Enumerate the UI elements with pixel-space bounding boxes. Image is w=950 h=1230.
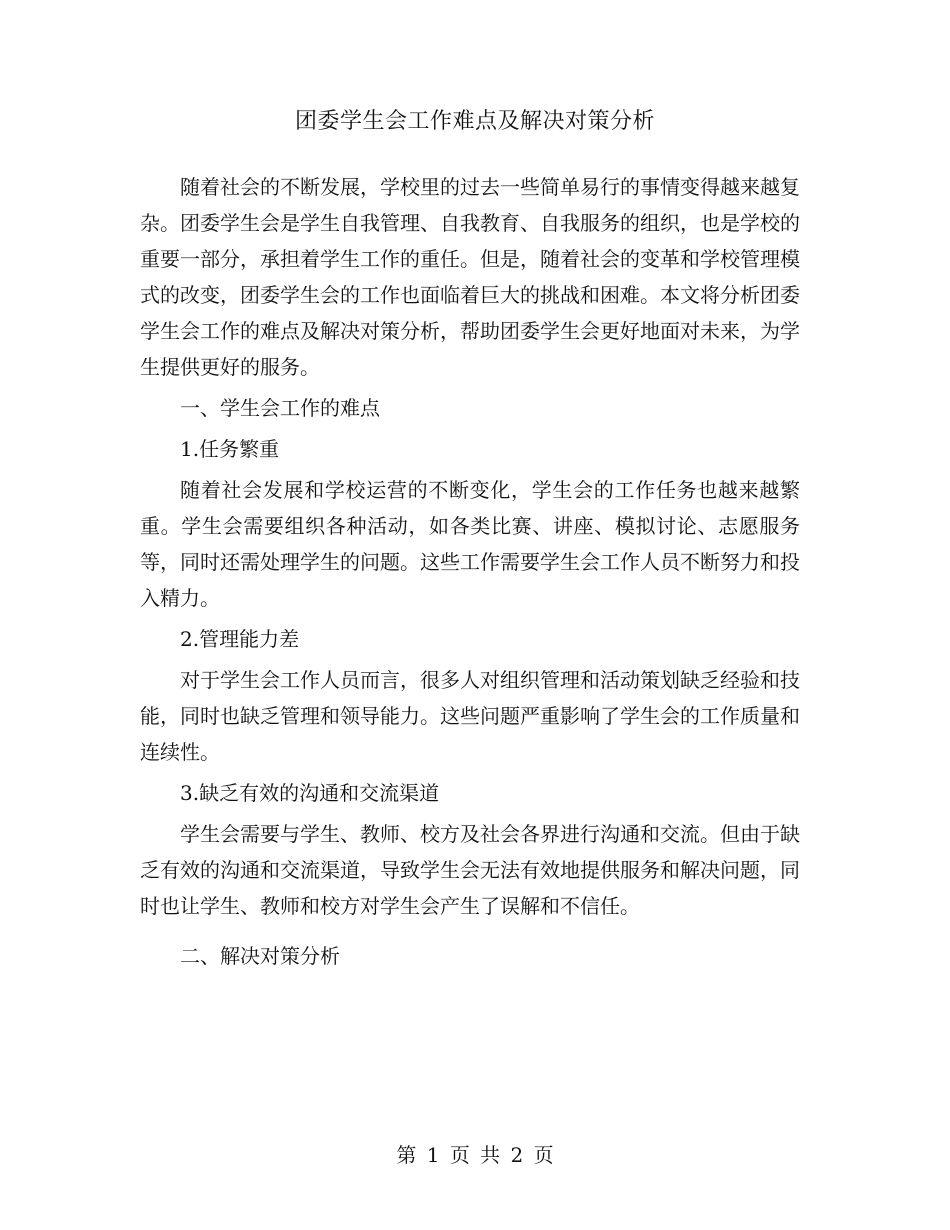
section-heading-solutions: 二、解决对策分析	[180, 944, 340, 968]
intro-paragraph: 随着社会的不断发展，学校里的过去一些简单易行的事情变得越来越复杂。团委学生会是学生自我管理、自我教育、自我服务的组织，也是学校的重要一部分，承担着学生工作的重任。但是，随着社会的变革和学校管理模式的改变，团委学生会的工作也面临着巨大的挑战和困难。本文将分析团委学生会工作的难点及解决对策分析，帮助团委学生会更好地面对未来，为学生提供更好的服务。	[140, 175, 800, 379]
paragraph-poor-management: 对于学生会工作人员而言，很多人对组织管理和活动策划缺乏经验和技能，同时也缺乏管理和领导能力。这些问题严重影响了学生会的工作质量和连续性。	[140, 668, 800, 764]
document-title: 团委学生会工作难点及解决对策分析	[294, 109, 655, 134]
document-body	[140, 169, 800, 979]
subheading-poor-management: 2.管理能力差	[180, 627, 300, 651]
paragraph-communication: 学生会需要与学生、教师、校方及社会各界进行沟通和交流。但由于缺乏有效的沟通和交流渠道，导致学生会无法有效地提供服务和解决问题，同时也让学生、教师和校方对学生会产生了误解和不信任。	[140, 822, 800, 918]
paragraph-heavy-tasks: 随着社会发展和学校运营的不断变化，学生会的工作任务也越来越繁重。学生会需要组织各种活动，如各类比赛、讲座、模拟讨论、志愿服务等，同时还需处理学生的问题。这些工作需要学生会工作人员不断努力和投入精力。	[140, 478, 800, 610]
page-number-footer: 第 1 页 共 2 页	[396, 1143, 554, 1167]
section-heading-difficulties: 一、学生会工作的难点	[180, 396, 380, 420]
subheading-heavy-tasks: 1.任务繁重	[180, 437, 280, 461]
subheading-communication: 3.缺乏有效的沟通和交流渠道	[180, 781, 440, 805]
